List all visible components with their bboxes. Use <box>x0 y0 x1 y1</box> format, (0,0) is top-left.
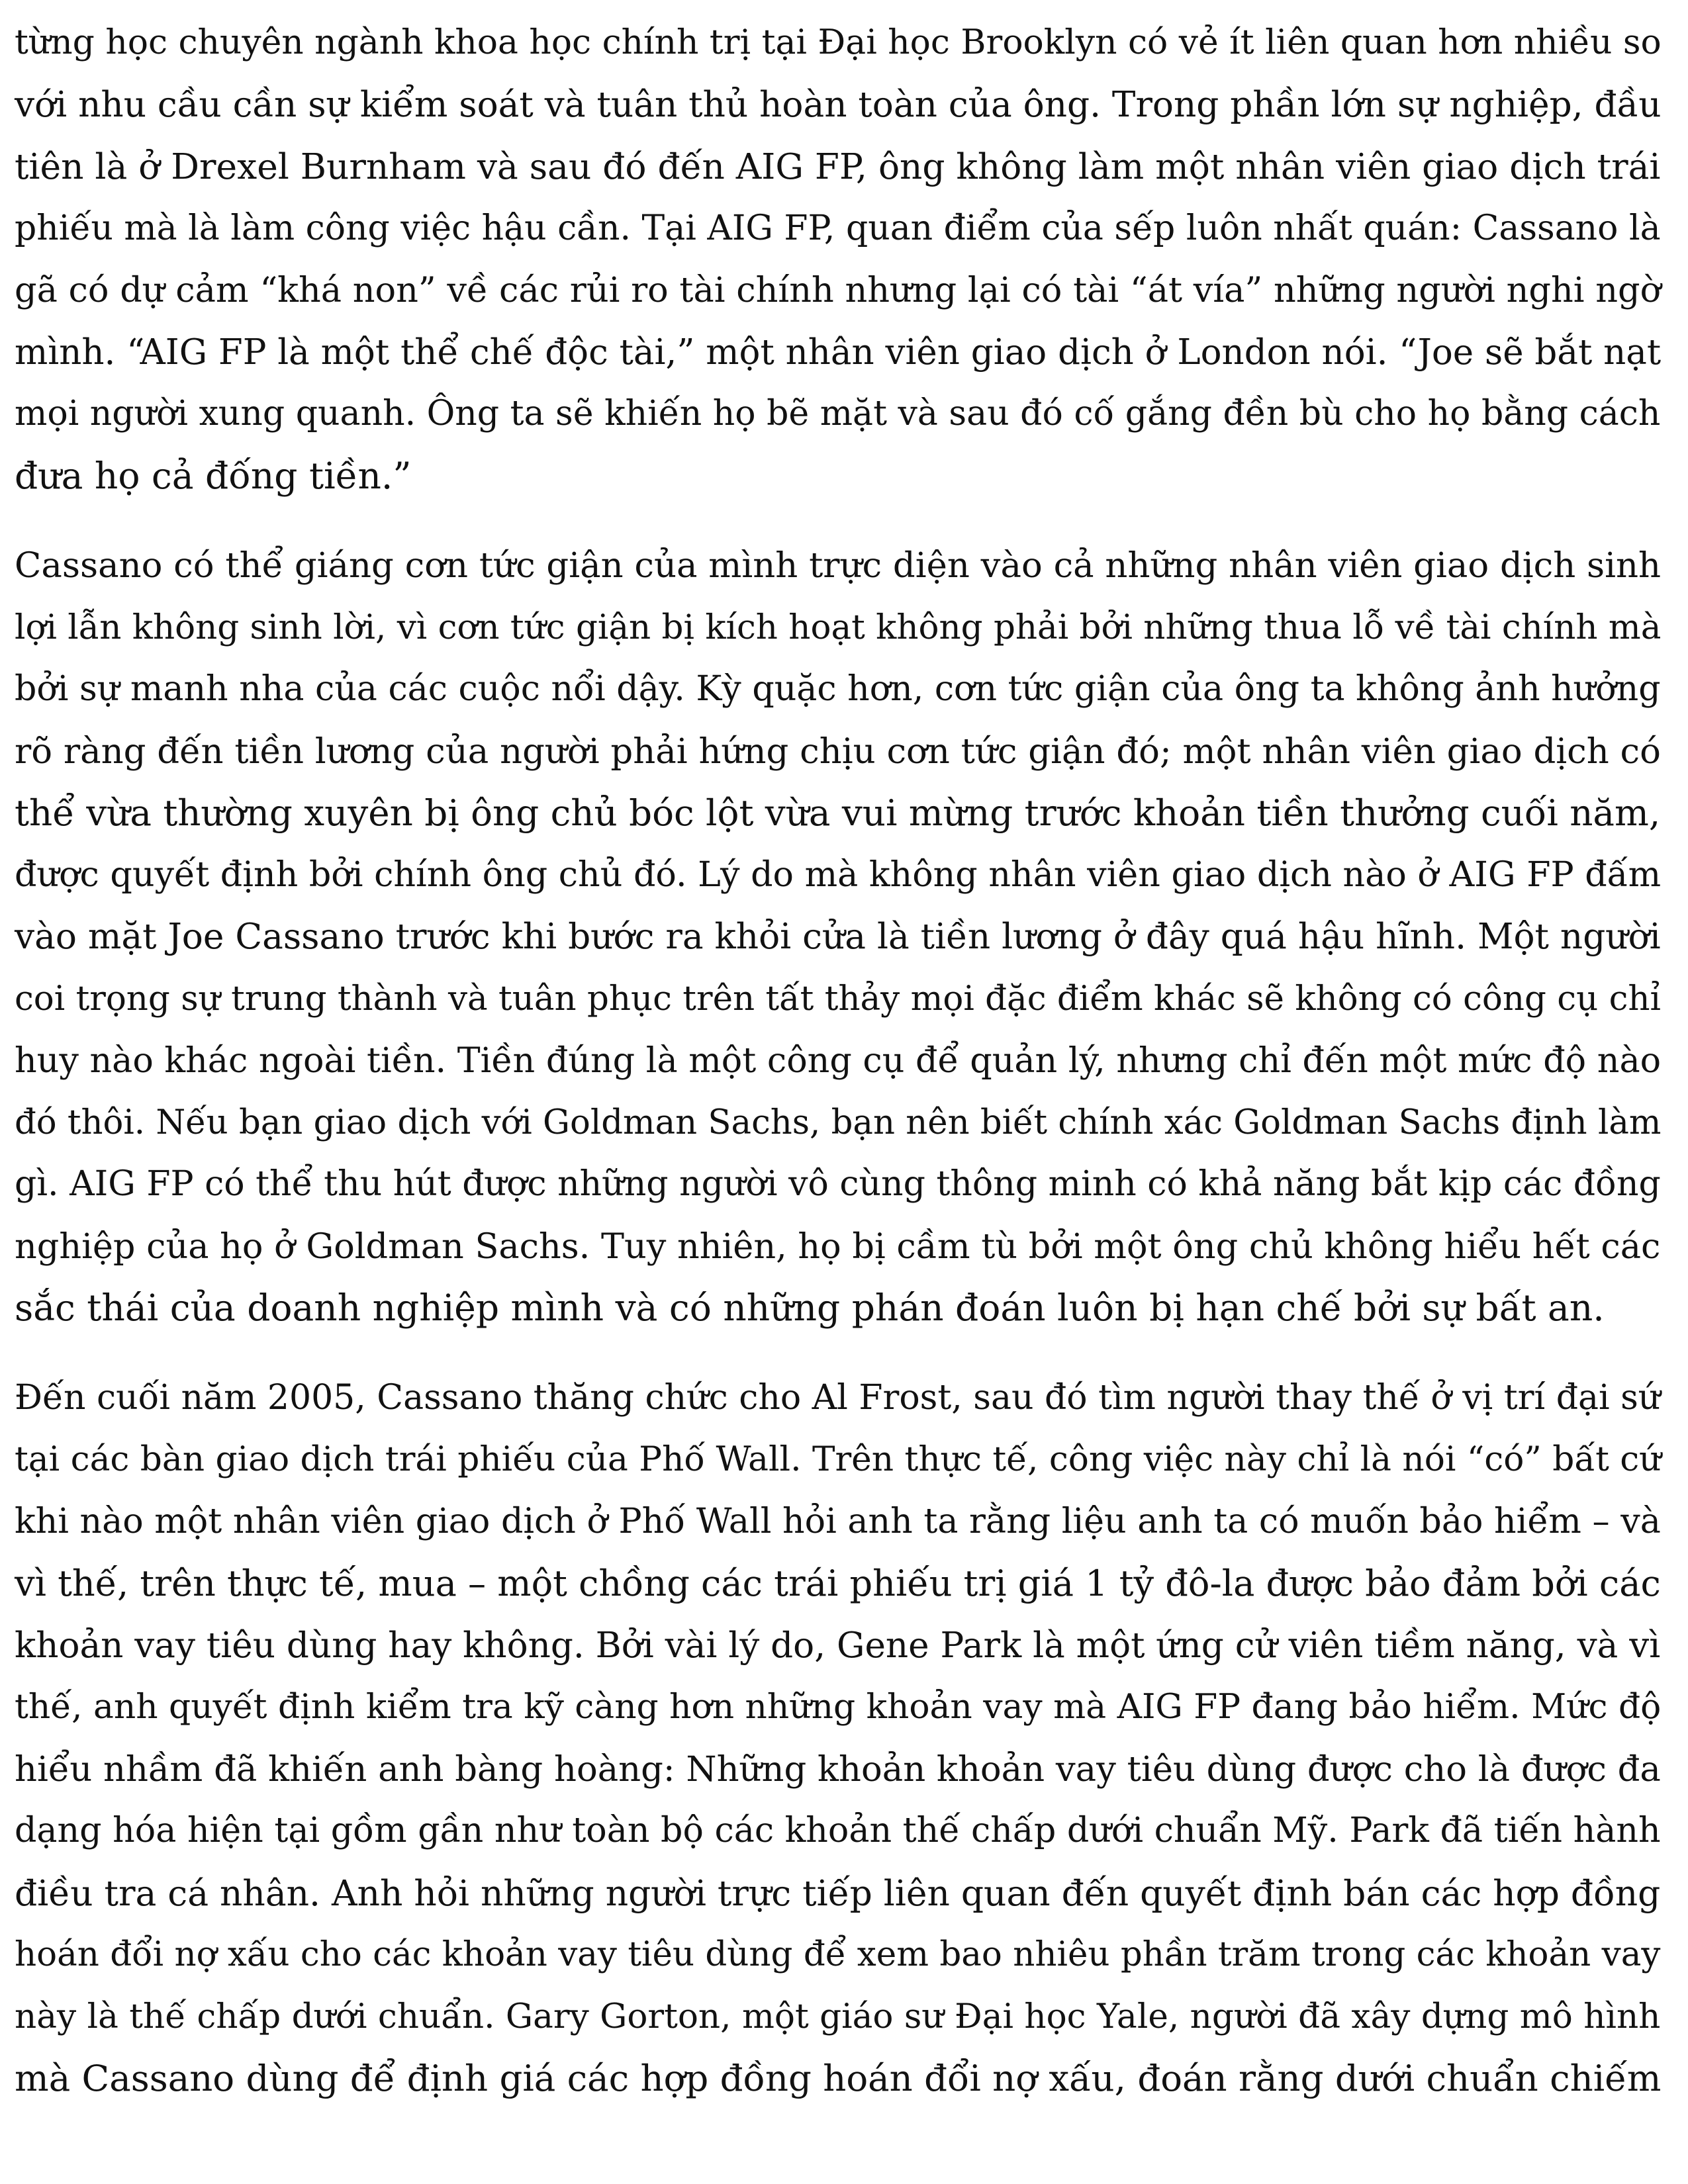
text-line: hoán đổi nợ xấu cho các khoản vay tiêu dùng để xem bao nhiêu phần trăm trong các khoản vay <box>15 1934 1661 1974</box>
text-line: mọi người xung quanh. Ông ta sẽ khiến họ bẽ mặt và sau đó cố gắng đền bù cho họ bằng cách <box>15 394 1661 433</box>
text-line: gì. AIG FP có thể thu hút được những người vô cùng thông minh có khả năng bắt kịp các đồng <box>15 1164 1661 1204</box>
paragraph-spacer <box>15 507 1669 535</box>
paragraph-3 <box>15 1367 1669 2110</box>
text-line: điều tra cá nhân. Anh hỏi những người trực tiếp liên quan đến quyết định bán các hợp đồng <box>15 1872 1661 1914</box>
text-line: được quyết định bởi chính ông chủ đó. Lý do mà không nhân viên giao dịch nào ở AIG FP đấm <box>15 854 1662 895</box>
text-line: gã có dự cảm “khá non” về các rủi ro tài chính nhưng lại có tài “át vía” những người nghi ngờ <box>15 270 1662 310</box>
text-line: Đến cuối năm 2005, Cassano thăng chức cho Al Frost, sau đó tìm người thay thế ở vị trí đại sứ <box>15 1377 1661 1418</box>
text-line: bởi sự manh nha của các cuộc nổi dậy. Kỳ quặc hơn, cơn tức giận của ông ta không ảnh hưởng <box>15 669 1661 709</box>
document-page <box>15 12 1669 2110</box>
text-line: tại các bàn giao dịch trái phiếu của Phố Wall. Trên thực tế, công việc này chỉ là nói “có” bất cứ <box>15 1439 1662 1479</box>
text-line: sắc thái của doanh nghiệp mình và có những phán đoán luôn bị hạn chế bởi sự bất an. <box>15 1287 1605 1329</box>
text-line: mình. “AIG FP là một thể chế độc tài,” một nhân viên giao dịch ở London nói. “Joe sẽ bắt nạt <box>15 331 1662 373</box>
paragraph-1 <box>15 12 1669 507</box>
text-line: rõ ràng đến tiền lương của người phải hứng chịu cơn tức giận đó; một nhân viên giao dịch có <box>15 731 1661 772</box>
text-line: Cassano có thể giáng cơn tức giận của mình trực diện vào cả những nhân viên giao dịch sinh <box>15 545 1662 586</box>
paragraph-2 <box>15 535 1669 1340</box>
text-line: vì thế, trên thực tế, mua – một chồng các trái phiếu trị giá 1 tỷ đô-la được bảo đảm bởi các <box>15 1563 1661 1604</box>
text-line: huy nào khác ngoài tiền. Tiền đúng là một công cụ để quản lý, nhưng chỉ đến một mức độ nào <box>15 1040 1662 1081</box>
text-line: phiếu mà là làm công việc hậu cần. Tại AIG FP, quan điểm của sếp luôn nhất quán: Cassano là <box>15 208 1661 248</box>
text-line: vào mặt Joe Cassano trước khi bước ra khỏi cửa là tiền lương ở đây quá hậu hĩnh. Một người <box>15 916 1661 957</box>
text-line: nghiệp của họ ở Goldman Sachs. Tuy nhiên, họ bị cầm tù bởi một ông chủ không hiểu hết các <box>15 1226 1661 1267</box>
text-line: hiểu nhầm đã khiến anh bàng hoàng: Những khoản khoản vay tiêu dùng được cho là được đa <box>15 1749 1661 1790</box>
text-line: khoản vay tiêu dùng hay không. Bởi vài lý do, Gene Park là một ứng cử viên tiềm năng, và vì <box>15 1624 1661 1666</box>
text-line: với nhu cầu cần sự kiểm soát và tuân thủ hoàn toàn của ông. Trong phần lớn sự nghiệp, đầu <box>15 83 1662 125</box>
text-line: coi trọng sự trung thành và tuân phục trên tất thảy mọi đặc điểm khác sẽ không có công cụ chỉ <box>15 978 1661 1019</box>
paragraph-spacer <box>15 1340 1669 1367</box>
text-line: từng học chuyên ngành khoa học chính trị tại Đại học Brooklyn có vẻ ít liên quan hơn nhiều so <box>15 23 1662 62</box>
text-line: mà Cassano dùng để định giá các hợp đồng hoán đổi nợ xấu, đoán rằng dưới chuẩn chiếm <box>15 2057 1662 2099</box>
text-line: lợi lẫn không sinh lời, vì cơn tức giận bị kích hoạt không phải bởi những thua lỗ về tài chính mà <box>15 607 1662 647</box>
text-line: thế, anh quyết định kiểm tra kỹ càng hơn những khoản vay mà AIG FP đang bảo hiểm. Mức độ <box>15 1687 1662 1727</box>
text-line: khi nào một nhân viên giao dịch ở Phố Wall hỏi anh ta rằng liệu anh ta có muốn bảo hiểm – và <box>15 1501 1661 1541</box>
text-line: dạng hóa hiện tại gồm gần như toàn bộ các khoản thế chấp dưới chuẩn Mỹ. Park đã tiến hành <box>15 1811 1661 1850</box>
text-line: tiên là ở Drexel Burnham và sau đó đến AIG FP, ông không làm một nhân viên giao dịch trái <box>15 146 1661 187</box>
text-line: này là thế chấp dưới chuẩn. Gary Gorton, một giáo sư Đại học Yale, người đã xây dựng mô hình <box>15 1996 1661 2036</box>
text-line: thể vừa thường xuyên bị ông chủ bóc lột vừa vui mừng trước khoản tiền thưởng cuối năm, <box>15 792 1661 834</box>
text-line: đưa họ cả đống tiền.” <box>15 454 412 497</box>
text-line: đó thôi. Nếu bạn giao dịch với Goldman Sachs, bạn nên biết chính xác Goldman Sachs định làm <box>15 1102 1662 1142</box>
